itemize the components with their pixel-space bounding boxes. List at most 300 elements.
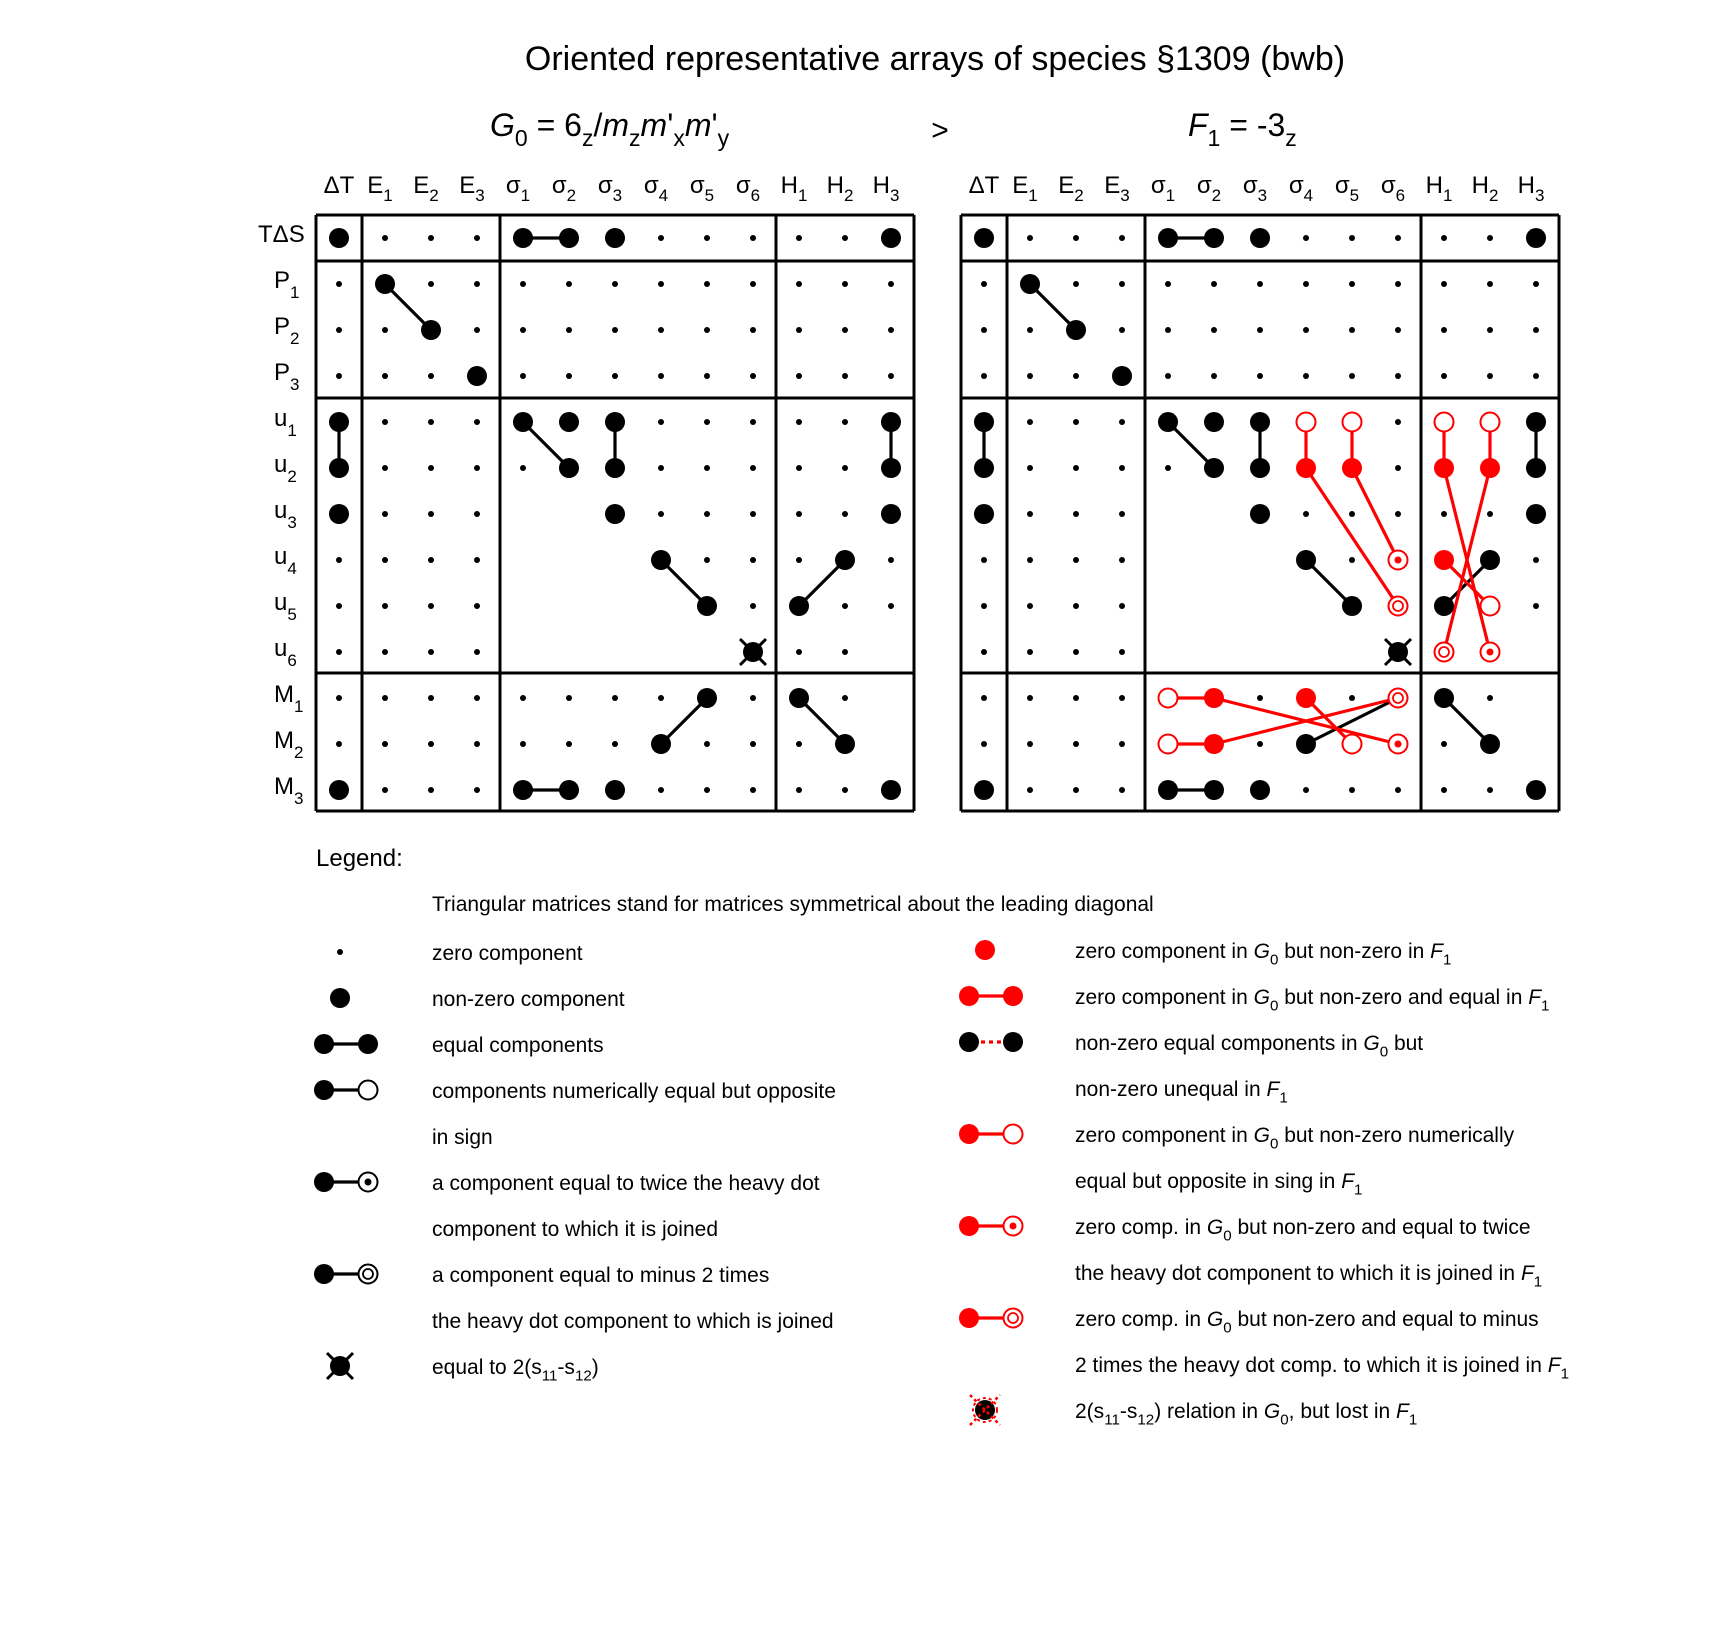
label-base: u [274, 543, 288, 570]
small-dot [336, 327, 342, 333]
small-dot [428, 511, 434, 517]
heavy-dot [1250, 412, 1270, 432]
small-dot [1303, 787, 1309, 793]
heavy-dot [974, 412, 994, 432]
small-dot [1211, 281, 1217, 287]
subscript: 1 [1560, 1365, 1569, 1383]
small-dot [1441, 787, 1447, 793]
small-dot [842, 787, 848, 793]
heavy-dot [1020, 274, 1040, 294]
legend-item [959, 1124, 1515, 1199]
array-g0 [258, 172, 914, 811]
heavy-dot [329, 458, 349, 478]
small-dot [796, 741, 802, 747]
rich-text [1075, 1124, 1515, 1153]
red-open-dot [1159, 735, 1178, 754]
label-subscript: 1 [1442, 186, 1453, 205]
subscript: z [629, 125, 641, 152]
small-dot [336, 557, 342, 563]
small-dot [428, 235, 434, 241]
label-subscript: 4 [1303, 186, 1314, 205]
subscript: 0 [1379, 1043, 1389, 1061]
small-dot [474, 649, 480, 655]
small-dot [336, 695, 342, 701]
heavy-dot [1204, 228, 1224, 248]
column-label [969, 172, 1000, 199]
column-label [690, 172, 714, 205]
small-dot [612, 741, 618, 747]
small-dot [704, 741, 710, 747]
left-array-heading [490, 107, 730, 151]
heavy-dot [974, 504, 994, 524]
small-dot [750, 603, 756, 609]
text-piece: zero component in [1075, 940, 1254, 963]
small-dot [1027, 373, 1033, 379]
small-dot [1257, 281, 1263, 287]
small-dot [612, 281, 618, 287]
small-dot [750, 511, 756, 517]
label-base: E [459, 172, 476, 199]
small-dot [382, 419, 388, 425]
heavy-dot [974, 228, 994, 248]
small-dot [658, 419, 664, 425]
small-dot [1349, 787, 1355, 793]
small-dot [1027, 603, 1033, 609]
small-dot [382, 511, 388, 517]
small-dot [1303, 327, 1309, 333]
text-piece: non-zero component [432, 988, 625, 1011]
small-dot [842, 373, 848, 379]
small-dot [520, 695, 526, 701]
label-base: σ [505, 172, 521, 199]
rich-text [432, 1218, 718, 1241]
row-label [274, 635, 297, 670]
label-subscript: 4 [287, 559, 297, 578]
rich-text [1188, 107, 1297, 151]
subscript: 12 [574, 1367, 592, 1385]
small-dot [750, 741, 756, 747]
column-label [1104, 172, 1129, 205]
label-base: σ [1334, 172, 1350, 199]
subscript: 1 [1207, 125, 1221, 152]
label-base: u [274, 635, 288, 662]
label-subscript: 4 [658, 186, 669, 205]
row-label [274, 405, 297, 440]
pair-heavy-dot [959, 1032, 979, 1052]
small-dot [336, 741, 342, 747]
small-dot [1487, 695, 1493, 701]
label-base: u [274, 497, 288, 524]
label-subscript: 5 [1349, 186, 1360, 205]
column-label [506, 172, 530, 205]
subscript: 0 [1223, 1227, 1232, 1245]
small-dot [1487, 373, 1493, 379]
rich-text [432, 1172, 820, 1195]
legend-title: Legend: [316, 845, 403, 872]
small-dot [1119, 327, 1125, 333]
small-dot [658, 787, 664, 793]
text-piece: m [640, 107, 668, 143]
text-piece: F [1430, 940, 1443, 963]
label-base: σ [1288, 172, 1304, 199]
red-open-dot [1159, 689, 1178, 708]
heavy-dot [559, 780, 579, 800]
small-dot [1533, 373, 1539, 379]
label-subscript: 6 [1395, 186, 1406, 205]
red-heavy-dot [1342, 458, 1362, 478]
text-piece: but [1388, 1032, 1424, 1055]
small-dot [1395, 787, 1401, 793]
small-dot [1395, 419, 1401, 425]
heavy-dot [1250, 780, 1270, 800]
label-subscript: 2 [290, 329, 300, 348]
red-minus-two-dot [1389, 597, 1408, 616]
small-dot [1487, 327, 1493, 333]
small-dot [566, 373, 572, 379]
subscript: 0 [1269, 1135, 1279, 1153]
text-piece: 2(s [1075, 1400, 1105, 1423]
small-dot [382, 695, 388, 701]
small-dot [1073, 741, 1079, 747]
small-dot [888, 327, 894, 333]
label-base: H [780, 172, 798, 199]
small-dot [474, 465, 480, 471]
small-dot [750, 419, 756, 425]
label-base: H [1425, 172, 1443, 199]
small-dot [1395, 511, 1401, 517]
ring-center-dot [365, 1179, 372, 1186]
heavy-dot [835, 734, 855, 754]
label-base: E [1058, 172, 1075, 199]
text-piece: the heavy dot component to which it is joined in [1075, 1262, 1521, 1285]
small-dot [981, 373, 987, 379]
heavy-dot [1158, 412, 1178, 432]
row-label [274, 497, 297, 532]
label-base: σ [551, 172, 567, 199]
label-subscript: 3 [287, 513, 297, 532]
column-label [1058, 172, 1083, 205]
heavy-dot [835, 550, 855, 570]
small-dot [474, 327, 480, 333]
label-subscript: 5 [704, 186, 715, 205]
label-base: M [274, 773, 294, 800]
rich-text [432, 942, 583, 965]
column-label [827, 172, 854, 205]
small-dot [1165, 327, 1171, 333]
label-base: M [274, 727, 294, 754]
small-dot [750, 465, 756, 471]
small-dot [1027, 235, 1033, 241]
rich-text [1075, 1078, 1288, 1107]
heavy-dot [329, 780, 349, 800]
small-dot [1073, 281, 1079, 287]
heavy-dot [881, 228, 901, 248]
small-dot [428, 649, 434, 655]
column-label [1518, 172, 1545, 205]
heavy-dot [421, 320, 441, 340]
rich-text [490, 107, 730, 151]
rich-text [432, 1034, 604, 1057]
label-subscript: 2 [843, 186, 854, 205]
heavy-dot [974, 458, 994, 478]
small-dot [796, 327, 802, 333]
rich-text [432, 1356, 599, 1385]
small-dot [566, 281, 572, 287]
small-dot [1027, 741, 1033, 747]
small-dot [1349, 235, 1355, 241]
label-base: E [367, 172, 384, 199]
label-subscript: 1 [1165, 186, 1176, 205]
small-dot [566, 695, 572, 701]
label-subscript: 3 [889, 186, 900, 205]
label-subscript: 2 [1074, 186, 1084, 205]
column-label [1472, 172, 1499, 205]
pair-heavy-dot [314, 1264, 334, 1284]
small-dot [336, 373, 342, 379]
label-subscript: 2 [287, 467, 297, 486]
small-dot [382, 465, 388, 471]
text-piece: G [1206, 1216, 1224, 1239]
array-f1 [961, 172, 1559, 811]
text-piece: but non-zero and equal to minus [1231, 1308, 1539, 1331]
small-dot [658, 465, 664, 471]
label-base: TΔS [258, 221, 305, 248]
small-dot [612, 695, 618, 701]
label-subscript: 1 [294, 697, 304, 716]
pair-heavy-dot [314, 1080, 334, 1100]
heavy-dot [1204, 780, 1224, 800]
text-piece: ' [667, 107, 674, 143]
small-dot [1073, 603, 1079, 609]
small-dot [1119, 603, 1125, 609]
small-dot [842, 511, 848, 517]
subscript: 0 [1280, 1411, 1289, 1429]
small-dot [336, 649, 342, 655]
small-dot [1119, 741, 1125, 747]
row-label [274, 681, 303, 716]
small-dot [1349, 557, 1355, 563]
small-dot [428, 419, 434, 425]
text-piece: F [1266, 1078, 1280, 1101]
small-dot [888, 557, 894, 563]
label-base: σ [689, 172, 705, 199]
small-dot [658, 373, 664, 379]
heavy-dot [1526, 504, 1546, 524]
heavy-dot [1112, 366, 1132, 386]
small-dot [566, 741, 572, 747]
subscript: z [581, 125, 594, 152]
subscript: 1 [1442, 951, 1452, 969]
heavy-dot [513, 412, 533, 432]
label-base: H [826, 172, 844, 199]
small-dot [612, 373, 618, 379]
small-dot [1257, 695, 1263, 701]
small-dot [566, 327, 572, 333]
heavy-dot [1158, 228, 1178, 248]
heavy-dot [605, 458, 625, 478]
heavy-dot [1526, 458, 1546, 478]
label-subscript: 3 [294, 789, 304, 808]
heavy-dot [1480, 550, 1500, 570]
small-dot [842, 327, 848, 333]
small-dot [704, 465, 710, 471]
pair-heavy-dot [959, 1124, 979, 1144]
red-open-dot [1343, 413, 1362, 432]
label-base: H [1517, 172, 1535, 199]
small-dot [1073, 511, 1079, 517]
label-subscript: 2 [294, 743, 304, 762]
red-heavy-dot [1296, 688, 1316, 708]
text-piece: non-zero unequal in [1075, 1078, 1267, 1101]
text-piece: ' [711, 107, 718, 143]
small-dot [1119, 695, 1125, 701]
heavy-dot [329, 504, 349, 524]
text-piece: F [1520, 1262, 1534, 1285]
subscript: 1 [1533, 1273, 1543, 1291]
subscript: 11 [1104, 1411, 1120, 1429]
small-dot [428, 557, 434, 563]
label-base: σ [597, 172, 613, 199]
small-dot [1257, 741, 1263, 747]
text-piece: but non-zero in [1278, 940, 1431, 963]
subscript: 12 [1137, 1411, 1155, 1429]
row-label [274, 589, 297, 624]
small-dot [474, 557, 480, 563]
heavy-dot [1526, 228, 1546, 248]
heavy-dot [1434, 596, 1454, 616]
heavy-dot [605, 412, 625, 432]
label-subscript: 1 [290, 283, 300, 302]
text-piece: F [1396, 1400, 1409, 1423]
subscript: 0 [1269, 951, 1279, 969]
pair-minus-two-dot [1004, 1309, 1023, 1328]
small-dot [428, 373, 434, 379]
text-piece: F [1528, 986, 1542, 1009]
red-open-dot [1343, 735, 1362, 754]
ring-center-dot [1395, 557, 1402, 564]
legend-note: Triangular matrices stand for matrices symmetrical about the leading diagonal [432, 893, 1154, 916]
small-dot [1533, 603, 1539, 609]
label-base: u [274, 589, 288, 616]
red-heavy-dot [1204, 688, 1224, 708]
heavy-dot [375, 274, 395, 294]
pair-heavy-dot [959, 1216, 979, 1236]
small-dot [750, 787, 756, 793]
heavy-dot [881, 412, 901, 432]
small-dot [520, 373, 526, 379]
legend-item [959, 1216, 1542, 1291]
text-piece: m [602, 107, 630, 143]
text-piece: F [1341, 1170, 1355, 1193]
small-dot [842, 419, 848, 425]
column-label [644, 172, 668, 205]
small-dot [382, 235, 388, 241]
rich-text [432, 1310, 834, 1333]
small-dot [1395, 373, 1401, 379]
rich-text [1075, 986, 1549, 1015]
small-dot [1349, 695, 1355, 701]
pair-heavy-dot [959, 1308, 979, 1328]
text-piece: zero component [432, 942, 583, 965]
text-piece: G [1253, 940, 1270, 963]
pair-heavy-dot [314, 1172, 334, 1192]
heavy-dot [513, 780, 533, 800]
label-base: u [274, 405, 288, 432]
small-dot [336, 603, 342, 609]
red-heavy-dot [1480, 458, 1500, 478]
text-piece: -s [557, 1356, 575, 1379]
small-dot [428, 603, 434, 609]
small-dot [796, 649, 802, 655]
heavy-dot [559, 458, 579, 478]
text-piece: / [593, 107, 603, 143]
small-dot [1211, 327, 1217, 333]
column-label [1381, 172, 1405, 205]
text-piece: m [684, 107, 712, 143]
label-base: E [413, 172, 430, 199]
small-dot [474, 603, 480, 609]
label-subscript: 1 [383, 186, 393, 205]
small-dot [1027, 557, 1033, 563]
text-piece: G [1363, 1032, 1380, 1055]
text-piece: but non-zero numerically [1278, 1124, 1515, 1147]
small-dot [704, 557, 710, 563]
rich-text [432, 1080, 836, 1103]
text-piece: component to which it is joined [432, 1218, 718, 1241]
text-piece: zero comp. in [1075, 1308, 1207, 1331]
small-dot [382, 787, 388, 793]
ring-center-dot [1395, 741, 1402, 748]
small-dot [796, 787, 802, 793]
text-piece: G [1206, 1308, 1224, 1331]
label-base: σ [1242, 172, 1258, 199]
text-piece: G [1253, 986, 1270, 1009]
small-dot [750, 235, 756, 241]
small-dot [842, 649, 848, 655]
text-piece: the heavy dot component to which is joined [432, 1310, 834, 1333]
red-link [1306, 468, 1398, 606]
small-dot [796, 465, 802, 471]
small-dot [474, 419, 480, 425]
small-dot [520, 327, 526, 333]
heavy-dot [1204, 412, 1224, 432]
column-label [1289, 172, 1313, 205]
legend-item [314, 1172, 820, 1241]
column-label [324, 172, 355, 199]
small-dot [1119, 281, 1125, 287]
small-dot [1073, 419, 1079, 425]
red-heavy-dot [1434, 550, 1454, 570]
heavy-dot [329, 412, 349, 432]
heavy-dot [789, 688, 809, 708]
small-dot [1027, 511, 1033, 517]
legend-item [959, 1032, 1423, 1107]
text-piece: but non-zero and equal to twice [1231, 1216, 1531, 1239]
small-dot [1027, 419, 1033, 425]
small-dot [474, 741, 480, 747]
text-piece: zero component in [1075, 986, 1254, 1009]
small-dot [888, 281, 894, 287]
ring-center-dot [1010, 1223, 1017, 1230]
heavy-dot [881, 780, 901, 800]
red-heavy-dot [1296, 458, 1316, 478]
small-dot [474, 511, 480, 517]
label-subscript: 3 [1257, 186, 1268, 205]
red-heavy-dot [1434, 458, 1454, 478]
small-dot [1027, 327, 1033, 333]
small-dot [888, 373, 894, 379]
small-dot [1073, 695, 1079, 701]
